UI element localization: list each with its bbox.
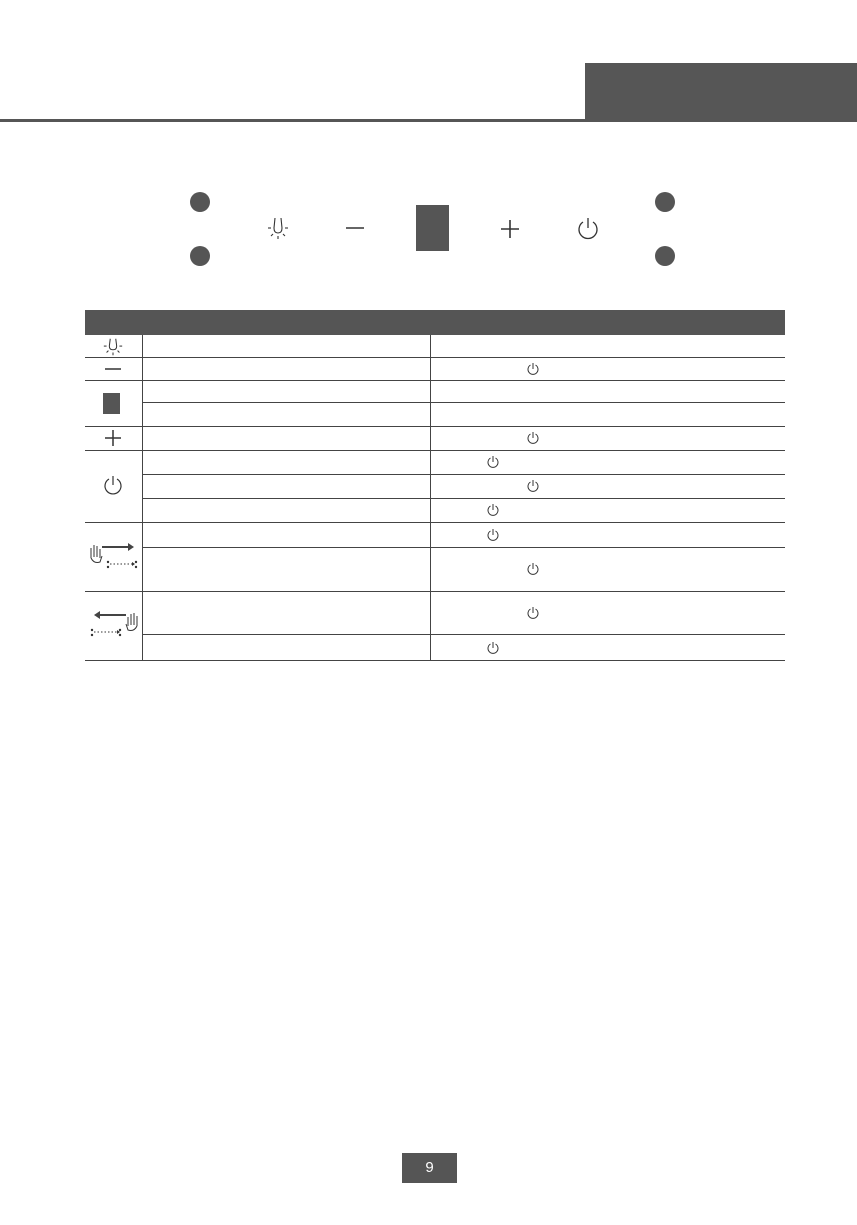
power-icon [486,503,500,517]
indicator-dot-bottom-left [190,246,210,266]
row-line [142,402,785,403]
row-line [142,634,785,635]
display-square[interactable] [416,205,449,251]
power-icon [486,641,500,655]
page-number: 9 [402,1153,457,1183]
row-line [142,474,785,475]
row-line [85,450,785,451]
row-line [142,547,785,548]
square-icon [103,393,120,414]
plus-icon[interactable] [499,218,521,240]
indicator-dot-bottom-right [655,246,675,266]
table-header [85,310,785,335]
plus-icon [104,429,122,447]
power-icon [486,528,500,542]
indicator-dot-top-right [655,192,675,212]
header-block [585,63,857,121]
row-line [85,380,785,381]
power-icon [526,606,540,620]
function-table [85,310,785,661]
swipe-left-icon [88,608,140,638]
light-bulb-icon[interactable] [264,214,292,244]
row-line [85,357,785,358]
power-icon [526,562,540,576]
power-icon[interactable] [574,215,602,243]
minus-icon[interactable] [344,220,366,236]
power-icon [486,455,500,469]
row-line [142,498,785,499]
row-line [85,522,785,523]
power-icon [526,479,540,493]
power-icon [102,474,124,496]
light-bulb-icon [100,336,126,358]
row-line [85,426,785,427]
minus-icon [104,362,122,376]
power-icon [526,431,540,445]
power-icon [526,362,540,376]
header-rule [0,119,857,122]
row-line [85,660,785,661]
row-line [85,591,785,592]
swipe-right-icon [88,540,140,570]
indicator-dot-top-left [190,192,210,212]
